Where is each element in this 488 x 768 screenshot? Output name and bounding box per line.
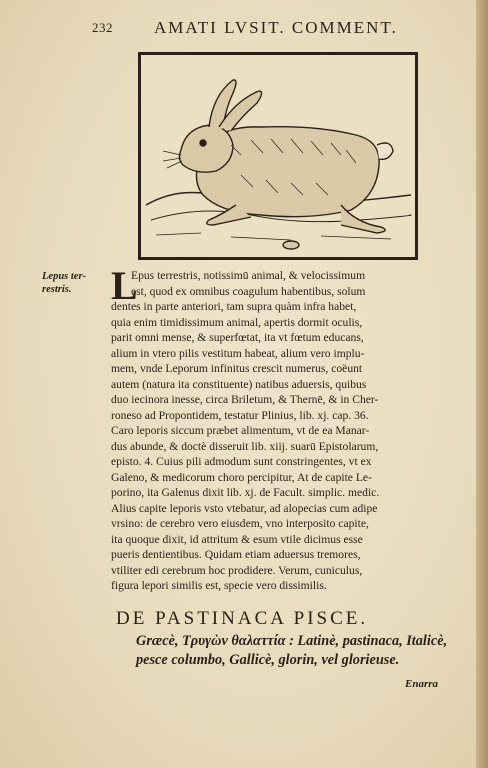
text-line: vtiliter edi cerebrum hoc prodidere. Verum, cuniculus,: [111, 563, 363, 577]
marginal-note-line: restris.: [42, 284, 72, 295]
page-header: [92, 18, 422, 40]
fish-names-line: pesce columbo, Gallicè, glorin, vel glorieuse.: [136, 652, 400, 668]
text-line: Alius capite leporis vsto vtebatur, ad alopecias cum adipe: [111, 501, 378, 515]
marginal-note-line: Lepus ter-: [42, 271, 87, 282]
text-line: Galeno, & medicorum choro percipitur, At de capite Le-: [111, 470, 372, 484]
text-line: figura lepori similis est, specie vero dissimilis.: [111, 579, 327, 592]
text-line: pueris dentientibus. Quidam etiam aduersus tremores,: [111, 548, 361, 561]
text-line: dus abunde, & doctè disseruit lib. xiij. suarū Epistolarum,: [111, 439, 379, 453]
marginal-note: [42, 270, 110, 296]
text-line: duo iecinora inesse, circa Briletum, & Thernē, & in Cher-: [111, 393, 379, 406]
text-line: alium in vtero pilis vestitum habeat, alium vero implu-: [111, 346, 365, 360]
text-line: roneso ad Propontidem, testatur Plinius, lib. xj. cap. 36.: [111, 408, 369, 422]
catchword: Enarra: [405, 678, 439, 690]
text-line: episto. 4. Cuius pili admodum sunt constringentes, vt ex: [111, 455, 372, 468]
text-line: porino, ita Galenus dixit lib. xj. de Facult. simplic. medic.: [111, 486, 380, 499]
section-heading: DE PASTINACA PISCE.: [116, 608, 369, 629]
text-line: autem (natura ita constituente) natibus aduersis, quibus: [111, 377, 367, 391]
text-line: dentes in parte anteriori, tam supra quàm infra habet,: [111, 300, 357, 313]
text-line: quia enim timidissimum animal, apertis dormit oculis,: [111, 315, 363, 329]
page-number: 232: [92, 20, 113, 35]
text-line: est, quod ex omnibus coagulum habentibus, solum: [131, 284, 366, 298]
drop-capital: L: [111, 263, 138, 308]
fish-names: [136, 632, 456, 670]
text-line: Caro leporis siccum præbet alimentum, vt de ea Manar-: [111, 424, 370, 437]
text-line: vrsino: de cerebro vero eiusdem, vno interposito capite,: [111, 517, 369, 530]
hare-woodcut-icon: [141, 55, 415, 257]
text-line: ita quoque dixit, id attritum & esum vtile dicimus esse: [111, 532, 363, 546]
text-line: parit omni mense, & superfœtat, ita vt fœtum educans,: [111, 331, 364, 344]
text-line: Epus terrestris, notissimū animal, & velocissimum: [131, 269, 366, 282]
fish-names-line: Græcè, Τρυγὼν θαλαττία : Latinè, pastinaca, Italicè,: [136, 633, 448, 649]
body-paragraph: [111, 263, 483, 594]
hare-woodcut-illustration: [138, 52, 418, 260]
text-line: mem, vnde Leporum infinitus crescit numerus, coëunt: [111, 362, 363, 375]
running-title: AMATI LVSIT. COMMENT.: [154, 18, 398, 37]
